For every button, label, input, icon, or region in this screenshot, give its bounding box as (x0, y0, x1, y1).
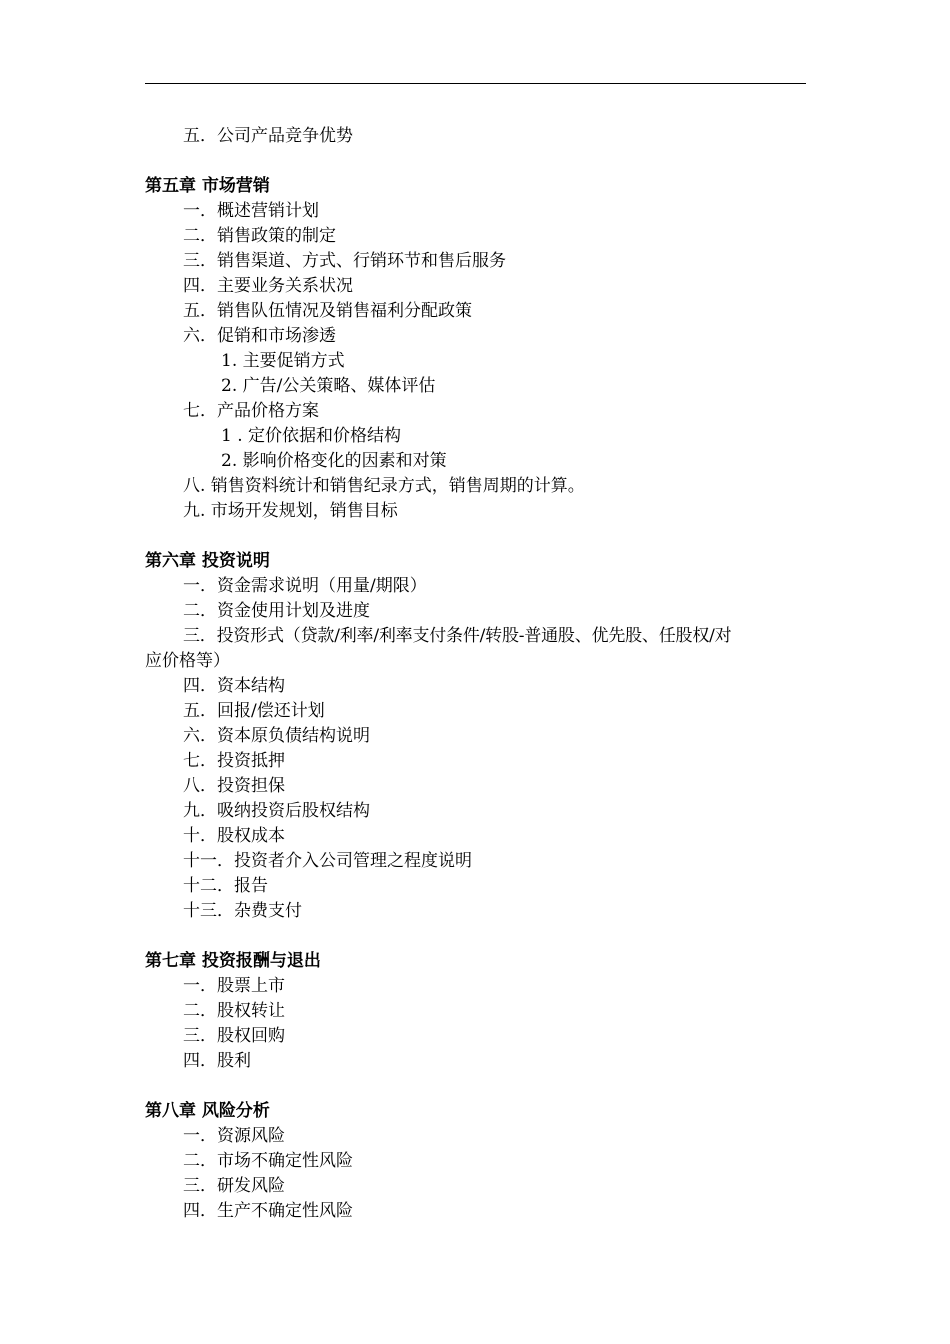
spacer (145, 924, 806, 949)
document-body (145, 124, 806, 1224)
chapter-7-heading: 第七章 投资报酬与退出 (145, 951, 321, 971)
sub-list-item: 1 . 定价依据和价格结构 (221, 426, 402, 446)
list-item: 四．生产不确定性风险 (183, 1201, 353, 1221)
list-item: 七．产品价格方案 (183, 401, 319, 421)
list-item: 一．资源风险 (183, 1126, 285, 1146)
list-item: 四．资本结构 (183, 676, 285, 696)
list-item: 十．股权成本 (183, 826, 285, 846)
spacer (145, 1074, 806, 1099)
list-item: 一．概述营销计划 (183, 201, 319, 221)
list-item: 三．投资形式（贷款/利率/利率支付条件/转股-普通股、优先股、任股权/对 (183, 626, 732, 646)
list-item: 二．市场不确定性风险 (183, 1151, 353, 1171)
spacer (145, 149, 806, 174)
list-item: 三．研发风险 (183, 1176, 285, 1196)
chapter-5-heading: 第五章 市场营销 (145, 176, 270, 196)
list-item: 十一．投资者介入公司管理之程度说明 (183, 851, 472, 871)
list-item-continuation: 应价格等） (145, 651, 230, 671)
list-item: 十二．报告 (183, 876, 268, 896)
list-item: 二．销售政策的制定 (183, 226, 336, 246)
list-item: 五．回报/偿还计划 (183, 701, 325, 721)
list-item: 三．销售渠道、方式、行销环节和售后服务 (183, 251, 506, 271)
list-item: 五．销售队伍情况及销售福利分配政策 (183, 301, 472, 321)
list-item: 五．公司产品竞争优势 (183, 126, 353, 146)
list-item: 三．股权回购 (183, 1026, 285, 1046)
list-item: 一．资金需求说明（用量/期限） (183, 576, 427, 596)
list-item: 八. 销售资料统计和销售纪录方式，销售周期的计算。 (183, 476, 585, 496)
sub-list-item: 2. 广告/公关策略、媒体评估 (221, 376, 436, 396)
list-item: 九. 市场开发规划，销售目标 (183, 501, 398, 521)
list-item: 四．股利 (183, 1051, 251, 1071)
spacer (145, 524, 806, 549)
header-rule (145, 83, 806, 84)
list-item: 八．投资担保 (183, 776, 285, 796)
list-item: 六．促销和市场渗透 (183, 326, 336, 346)
chapter-6-heading: 第六章 投资说明 (145, 551, 270, 571)
list-item: 二．股权转让 (183, 1001, 285, 1021)
list-item: 十三．杂费支付 (183, 901, 302, 921)
list-item: 七．投资抵押 (183, 751, 285, 771)
list-item: 九．吸纳投资后股权结构 (183, 801, 370, 821)
list-item: 六．资本原负债结构说明 (183, 726, 370, 746)
list-item: 四．主要业务关系状况 (183, 276, 353, 296)
list-item: 一．股票上市 (183, 976, 285, 996)
chapter-8-heading: 第八章 风险分析 (145, 1101, 270, 1121)
sub-list-item: 1. 主要促销方式 (221, 351, 345, 371)
sub-list-item: 2. 影响价格变化的因素和对策 (221, 451, 447, 471)
list-item: 二．资金使用计划及进度 (183, 601, 370, 621)
